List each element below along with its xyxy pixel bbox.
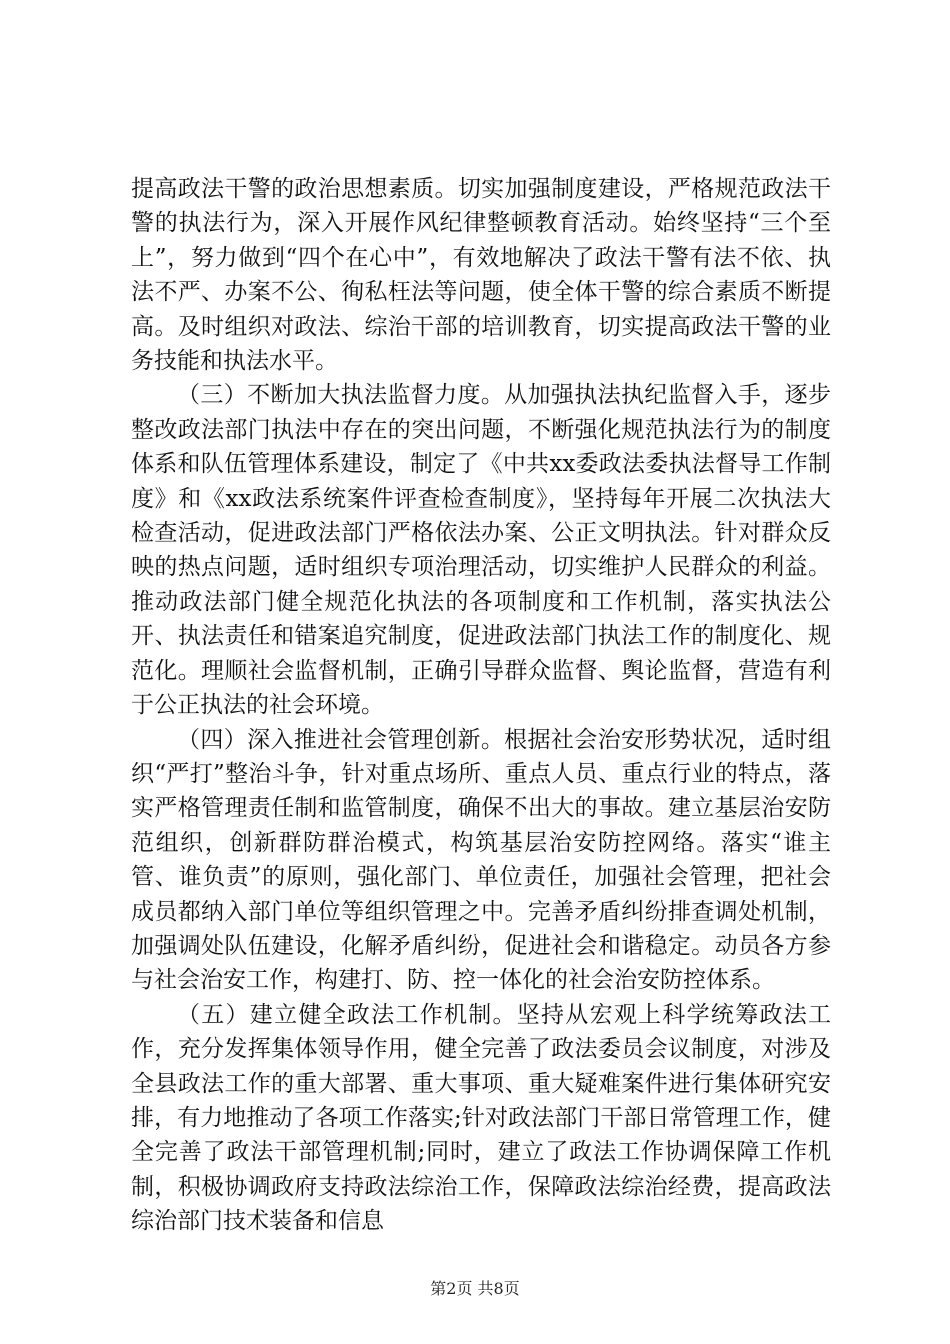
document-body	[131, 172, 831, 1239]
paragraph-3: （四）深入推进社会管理创新。根据社会治安形势状况，适时组织“严打”整治斗争，针对重点场所、重点人员、重点行业的特点，落实严格管理责任制和监管制度，确保不出大的事故。建立基层治安防范组织，创新群防群治模式，构筑基层治安防控网络。落实“谁主管、谁负责”的原则，强化部门、单位责任，加强社会管理，把社会成员都纳入部门单位等组织管理之中。完善矛盾纠纷排查调处机制，加强调处队伍建设，化解矛盾纠纷，促进社会和谐稳定。动员各方参与社会治安工作，构建打、防、控一体化的社会治安防控体系。	[131, 726, 831, 994]
page-number-footer: 第2页 共8页	[430, 1279, 520, 1298]
paragraph-1: 提高政法干警的政治思想素质。切实加强制度建设，严格规范政法干警的执法行为，深入开展作风纪律整顿教育活动。始终坚持“三个至上”，努力做到“四个在心中”，有效地解决了政法干警有法不依、执法不严、办案不公、徇私枉法等问题，使全体干警的综合素质不断提高。及时组织对政法、综治干部的培训教育，切实提高政法干警的业务技能和执法水平。	[131, 176, 831, 375]
paragraph-4: （五）建立健全政法工作机制。坚持从宏观上科学统筹政法工作，充分发挥集体领导作用，健全完善了政法委员会议制度，对涉及全县政法工作的重大部署、重大事项、重大疑难案件进行集体研究安排，有力地推动了各项工作落实;针对政法部门干部日常管理工作，健全完善了政法干部管理机制;同时，建立了政法工作协调保障工作机制，积极协调政府支持政法综治工作，保障政法综治经费，提高政法综治部门技术装备和信息	[131, 1001, 831, 1235]
paragraph-2: （三）不断加大执法监督力度。从加强执法执纪监督入手，逐步整改政法部门执法中存在的突出问题，不断强化规范执法行为的制度体系和队伍管理体系建设，制定了《中共xx委政法委执法督导工作制度》和《xx政法系统案件评查检查制度》，坚持每年开展二次执法大检查活动，促进政法部门严格依法办案、公正文明执法。针对群众反映的热点问题，适时组织专项治理活动，切实维护人民群众的利益。推动政法部门健全规范化执法的各项制度和工作机制，落实执法公开、执法责任和错案追究制度，促进政法部门执法工作的制度化、规范化。理顺社会监督机制，正确引导群众监督、舆论监督，营造有利于公正执法的社会环境。	[131, 382, 831, 719]
